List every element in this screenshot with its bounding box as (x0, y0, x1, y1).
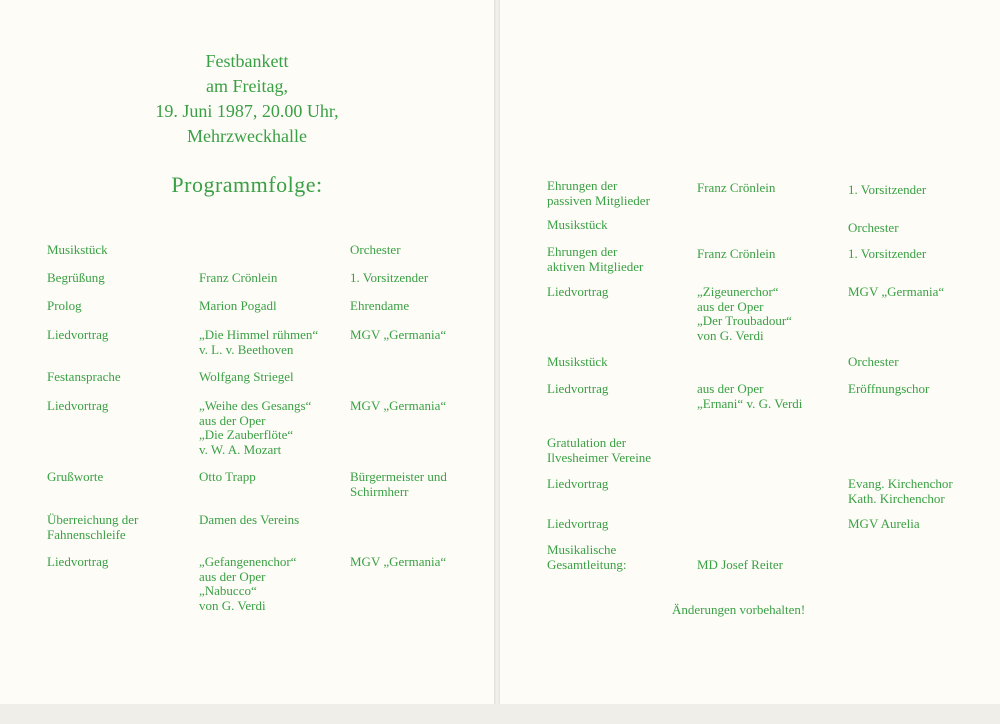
program-role-line: MGV „Germania“ (350, 398, 447, 413)
program-role-line: Orchester (350, 242, 401, 257)
program-person-line: von G. Verdi (697, 327, 764, 343)
program-item (547, 477, 608, 492)
program-person-line: „Die Himmel rühmen“ (199, 327, 319, 342)
program-person-line: Franz Crönlein (697, 180, 776, 195)
program-role (350, 243, 401, 258)
program-item-line: Überreichung der (47, 512, 139, 527)
program-role-line: Bürgermeister und (350, 469, 447, 484)
scan-margin (0, 704, 1000, 724)
program-person (199, 399, 311, 457)
program-role (350, 470, 447, 499)
program-role (848, 517, 920, 532)
program-item-line: Festansprache (47, 369, 121, 384)
program-title: Programmfolge: (171, 172, 323, 197)
program-role-line: MGV „Germania“ (848, 284, 945, 299)
program-person (697, 382, 802, 411)
program-person-line: Wolfgang Striegel (199, 369, 294, 384)
program-role-line: 1. Vorsitzender (848, 246, 927, 261)
program-role-line: MGV „Germania“ (350, 327, 447, 342)
program-person-line: MD Josef Reiter (697, 557, 783, 572)
program-role-line: Orchester (848, 354, 899, 369)
program-person-line: „Die Zauberflöte“ (199, 427, 294, 442)
program-person-line: aus der Oper (697, 381, 764, 396)
program-item (547, 285, 608, 300)
program-item (547, 179, 650, 208)
program-person (199, 328, 318, 357)
program-item (47, 299, 82, 314)
program-person (697, 247, 775, 262)
program-item-line: Gratulation der (547, 435, 627, 450)
program-person (199, 470, 256, 485)
program-item-line: Liedvortrag (547, 284, 609, 299)
program-role-line: Ehrendame (350, 298, 410, 313)
program-item (47, 555, 108, 570)
program-item-line: Musikalische (547, 542, 617, 557)
program-item-line: Liedvortrag (547, 516, 609, 531)
program-item (547, 245, 643, 274)
event-date-time: 19. Juni 1987, 20.00 Uhr, (155, 101, 339, 121)
program-person-line: „Ernani“ v. G. Verdi (697, 395, 803, 411)
right-page (500, 0, 1000, 704)
program-person-line: Damen des Vereins (199, 512, 300, 527)
program-person-line: von G. Verdi (199, 597, 266, 613)
program-role (350, 555, 446, 570)
program-item-line: Musikstück (547, 354, 608, 369)
program-person-line: Franz Crönlein (199, 270, 278, 285)
program-person-line: aus der Oper (199, 568, 266, 584)
program-role-line: Eröffnungschor (848, 381, 930, 396)
program-item (547, 355, 608, 370)
event-day: am Freitag, (206, 76, 288, 96)
program-role (848, 221, 899, 236)
program-item-line: Musikstück (547, 217, 608, 232)
program-person-line: „Nabucco“ (199, 583, 257, 598)
program-role (848, 382, 929, 397)
program-role (350, 299, 409, 314)
program-role-line: 1. Vorsitzender (350, 270, 429, 285)
program-person (199, 555, 296, 613)
program-person (697, 181, 775, 196)
program-person-line: v. W. A. Mozart (199, 441, 282, 457)
program-item (547, 382, 608, 397)
program-role-line: Kath. Kirchenchor (848, 490, 945, 506)
program-person (199, 513, 299, 528)
program-person-line: „Weihe des Gesangs“ (199, 398, 312, 413)
program-item-line: Musikstück (47, 242, 108, 257)
program-person-line: „Der Troubadour“ (697, 313, 792, 328)
program-person (199, 370, 294, 385)
program-item (547, 218, 608, 233)
program-role (848, 183, 926, 198)
program-role (350, 399, 446, 414)
program-person-line: „Gefangenenchor“ (199, 554, 297, 569)
program-role (848, 247, 926, 262)
program-role (848, 477, 953, 506)
program-item (547, 517, 608, 532)
program-item-line: Ehrungen der (547, 178, 618, 193)
program-item (47, 513, 138, 542)
program-item (47, 470, 103, 485)
changes-reserved-note: Änderungen vorbehalten! (672, 602, 806, 617)
program-role (350, 271, 428, 286)
event-venue: Mehrzweckhalle (187, 126, 307, 146)
program-item (47, 271, 105, 286)
program-item (547, 543, 626, 572)
program-role-line: MGV Aurelia (848, 516, 920, 531)
program-role (350, 328, 446, 343)
program-item-line: Fahnenschleife (47, 526, 126, 542)
program-person (199, 271, 277, 286)
program-item (47, 370, 121, 385)
program-item-line: Gesamtleitung: (547, 556, 627, 572)
program-item-line: Liedvortrag (547, 476, 609, 491)
program-item-line: Liedvortrag (47, 554, 109, 569)
program-item (547, 436, 651, 465)
program-item-line: Begrüßung (47, 270, 105, 285)
program-role-line: MGV „Germania“ (350, 554, 447, 569)
program-person-line: Franz Crönlein (697, 246, 776, 261)
program-item-line: Grußworte (47, 469, 104, 484)
program-person-line: aus der Oper (697, 298, 764, 314)
program-role-line: Orchester (848, 220, 899, 235)
program-role-line: Schirmherr (350, 483, 409, 499)
program-person-line: Marion Pogadl (199, 298, 277, 313)
program-item-line: passiven Mitglieder (547, 192, 650, 208)
program-person-line: aus der Oper (199, 412, 266, 428)
program-person (697, 285, 792, 343)
left-page (0, 0, 494, 704)
program-person-line: Otto Trapp (199, 469, 256, 484)
program-item-line: Ehrungen der (547, 244, 618, 259)
program-item-line: aktiven Mitglieder (547, 258, 644, 274)
program-item-line: Liedvortrag (547, 381, 609, 396)
event-title: Festbankett (205, 51, 289, 71)
program-item-line: Ilvesheimer Vereine (547, 449, 652, 465)
program-item (47, 399, 108, 414)
program-person-line: „Zigeunerchor“ (697, 284, 779, 299)
program-item (47, 243, 108, 258)
program-item-line: Liedvortrag (47, 327, 109, 342)
program-item-line: Prolog (47, 298, 82, 313)
program-item (47, 328, 108, 343)
program-item-line: Liedvortrag (47, 398, 109, 413)
program-role (848, 285, 944, 300)
program-role-line: Evang. Kirchenchor (848, 476, 953, 491)
program-person-line: v. L. v. Beethoven (199, 341, 294, 357)
program-role (848, 355, 899, 370)
program-role-line: 1. Vorsitzender (848, 182, 927, 197)
program-person (697, 558, 783, 573)
program-person (199, 299, 277, 314)
